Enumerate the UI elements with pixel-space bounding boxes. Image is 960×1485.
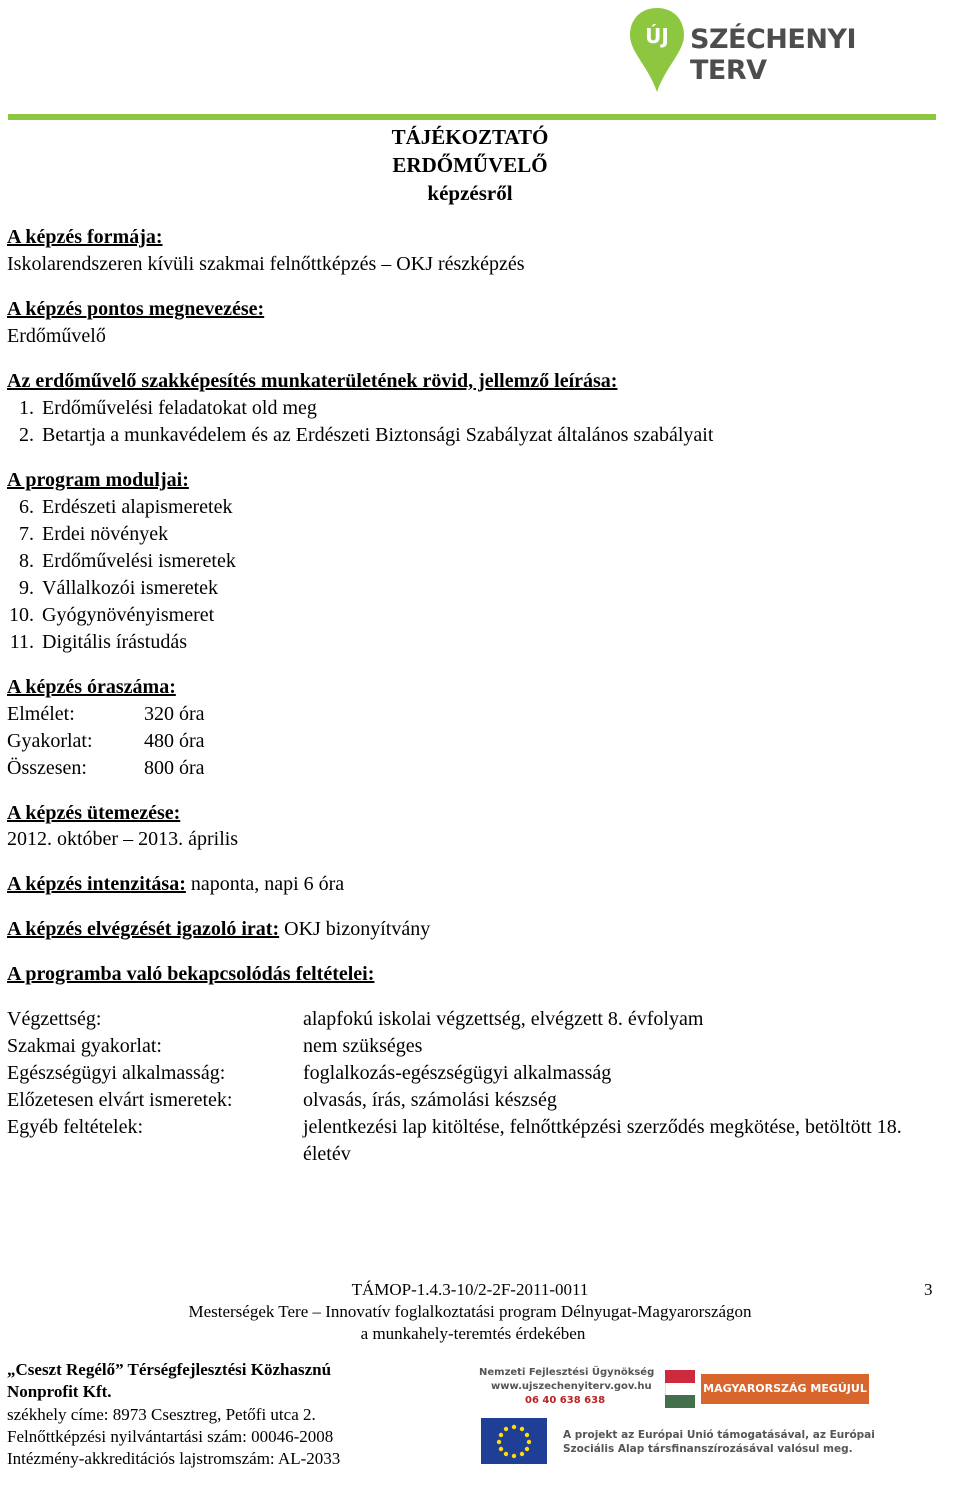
form-heading: A képzés formája: [7,226,163,248]
list-number: 6. [19,496,34,518]
list-item [0,521,168,548]
hours-heading: A képzés óraszáma: [7,676,176,698]
list-item [0,395,317,422]
list-text: Erdészeti alapismeretek [42,496,233,518]
hours-value: 800 óra [144,757,205,779]
modules-heading: A program moduljai: [7,469,189,491]
org-name-line-1: „Cseszt Regélő” Térségfejlesztési Közhasznú [7,1360,332,1379]
form-value: Iskolarendszeren kívüli szakmai felnőttképzés – OKJ részképzés [7,253,525,275]
project-subtitle: a munkahely-teremtés érdekében [360,1324,586,1343]
agency-name: Nemzeti Fejlesztési Ügynökség [479,1367,655,1378]
certificate-heading: A képzés elvégzését igazoló irat: [7,918,280,940]
description-heading: Az erdőművelő szakképesítés munkaterületének rövid, jellemző leírása: [7,370,618,392]
list-number: 2. [19,424,34,446]
header-rule [8,114,936,120]
intensity-line [7,871,344,898]
requirement-label: Egyéb feltételek: [7,1116,144,1138]
map-pin-logo-icon [628,6,686,94]
hours-label: Elmélet: [7,703,75,725]
list-text: Vállalkozói ismeretek [42,577,219,599]
certificate-line [7,916,430,943]
title-line-1: TÁJÉKOZTATÓ [391,125,549,149]
schedule-heading: A képzés ütemezése: [7,802,181,824]
requirement-label: Végzettség: [7,1008,102,1030]
list-item [0,422,713,449]
title-line-2: ERDŐMŰVELŐ [392,153,548,177]
funding-logos [455,1352,901,1480]
requirement-label: Előzetesen elvárt ismeretek: [7,1089,233,1111]
list-text: Erdőművelési feladatokat old meg [42,397,317,419]
org-name-line-2: Nonprofit Kft. [7,1382,112,1401]
eu-funding-line-1: A projekt az Európai Unió támogatásával, az Európai [563,1429,875,1441]
list-text: Betartja a munkavédelem és az Erdészeti Biztonsági Szabályzat általános szabályait [42,424,714,446]
logo-text: SZÉCHENYI TERV [690,24,857,86]
project-title: Mesterségek Tere – Innovatív foglalkoztatási program Délnyugat-Magyarországon [188,1302,752,1321]
requirement-value: foglalkozás-egészségügyi alkalmasság [303,1062,612,1084]
banner-hungary-renews: MAGYARORSZÁG MEGÚJUL [701,1374,869,1404]
list-text: Erdőművelési ismeretek [42,550,236,572]
agency-phone: 06 40 638 638 [525,1395,606,1406]
org-accreditation: Intézmény-akkreditációs lajstromszám: AL-2033 [7,1449,341,1468]
hours-label: Összesen: [7,757,87,779]
list-number: 1. [19,397,34,419]
requirement-value-continued: életév [303,1143,351,1165]
list-number: 11. [9,631,34,653]
list-item [0,494,232,521]
list-item [0,602,214,629]
org-address: székhely címe: 8973 Csesztreg, Petőfi utca 2. [7,1405,316,1424]
requirement-label: Egészségügyi alkalmasság: [7,1062,226,1084]
schedule-value: 2012. október – 2013. április [7,828,239,850]
requirement-value: jelentkezési lap kitöltése, felnőttképzési szerződés megkötése, betöltött 18. [303,1116,902,1138]
name-value: Erdőművelő [7,325,106,347]
agency-url: www.ujszechenyiterv.gov.hu [491,1381,652,1392]
list-item [0,548,236,575]
list-number: 8. [19,550,34,572]
list-text: Erdei növények [42,523,169,545]
requirement-value: alapfokú iskolai végzettség, elvégzett 8. évfolyam [303,1008,704,1030]
title-line-3: képzésről [427,181,513,205]
list-text: Digitális írástudás [42,631,187,653]
requirement-value: olvasás, írás, számolási készség [303,1089,557,1111]
eu-funding-line-2: Szociális Alap társfinanszírozásával valósul meg. [563,1443,853,1455]
hungarian-flag-icon [665,1370,695,1408]
eu-flag-icon [481,1418,547,1464]
intensity-value: naponta, napi 6 óra [185,873,345,895]
name-heading: A képzés pontos megnevezése: [7,298,265,320]
list-item [0,575,218,602]
list-number: 9. [19,577,34,599]
szechenyi-terv-logo [628,6,928,96]
list-number: 10. [9,604,34,626]
list-text: Gyógynövényismeret [42,604,215,626]
list-number: 7. [19,523,34,545]
org-registration: Felnőttképzési nyilvántartási szám: 00046-2008 [7,1427,334,1446]
hours-label: Gyakorlat: [7,730,93,752]
intensity-heading: A képzés intenzitása: [7,873,186,895]
list-item [0,629,187,656]
requirements-heading: A programba való bekapcsolódás feltételei: [7,963,375,985]
logo-badge: ÚJ [645,24,669,48]
requirement-label: Szakmai gyakorlat: [7,1035,162,1057]
hours-value: 320 óra [144,703,205,725]
page-number: 3 [924,1280,933,1299]
certificate-value: OKJ bizonyítvány [279,918,431,940]
requirement-value: nem szükséges [303,1035,423,1057]
hours-value: 480 óra [144,730,205,752]
project-code: TÁMOP-1.4.3-10/2-2F-2011-0011 [351,1280,589,1299]
